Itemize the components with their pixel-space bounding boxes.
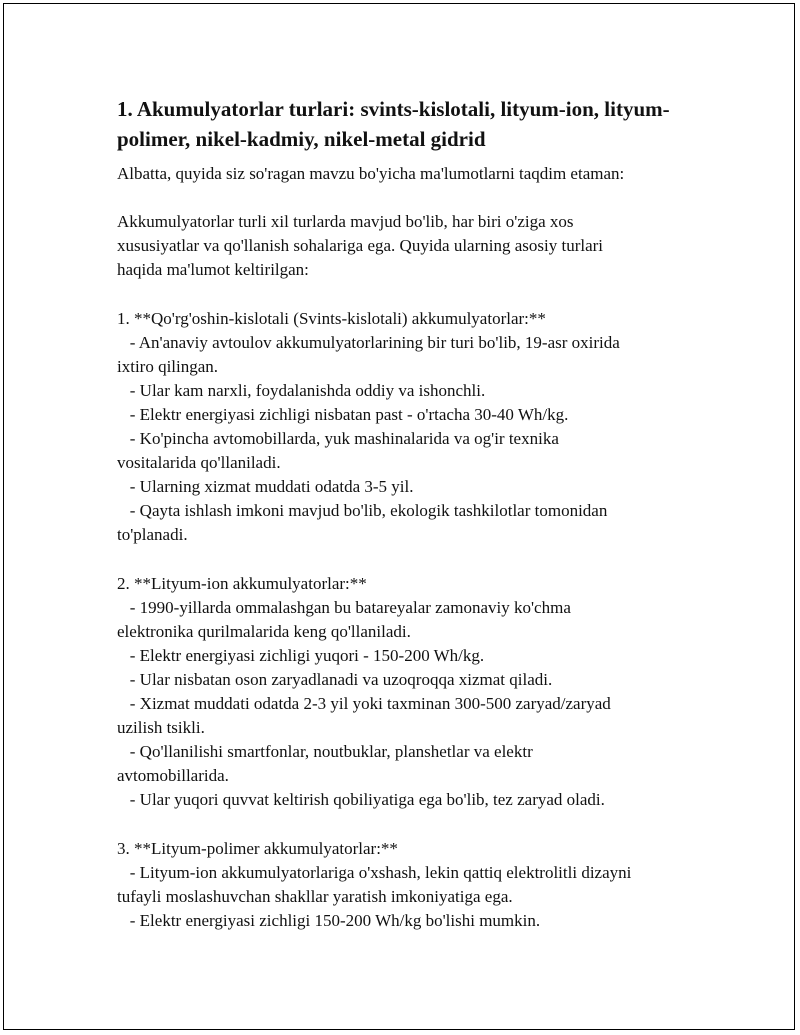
- paragraph-gap: [117, 186, 687, 210]
- section-line: vositalarida qo'llaniladi.: [117, 453, 281, 473]
- section-line: - Elektr energiyasi zichligi yuqori - 150-200 Wh/kg.: [117, 645, 485, 665]
- section-line: - 1990-yillarda ommalashgan bu batareyalar zamonaviy ko'chma: [117, 597, 571, 617]
- document-heading: 1. Akumulyatorlar turlari: svints-kislotali, lityum-ion, lityum- polimer, nikel-kadmiy, nikel-metal gidrid: [117, 97, 670, 151]
- section-line: - Lityum-ion akkumulyatorlariga o'xshash, lekin qattiq elektrolitli dizayni: [117, 862, 632, 882]
- section-line: - Xizmat muddati odatda 2-3 yil yoki taxminan 300-500 zaryad/zaryad: [117, 694, 611, 714]
- section-line: - Elektr energiyasi zichligi 150-200 Wh/kg bo'lishi mumkin.: [117, 910, 541, 930]
- section-line: - Ular yuqori quvvat keltirish qobiliyatiga ega bo'lib, tez zaryad oladi.: [117, 790, 605, 810]
- section-line: avtomobillarida.: [117, 766, 229, 786]
- section-line: uzilish tsikli.: [117, 718, 205, 738]
- paragraph-gap: [117, 282, 687, 306]
- section-line: - Ular kam narxli, foydalanishda oddiy va ishonchli.: [117, 380, 486, 400]
- paragraph-gap: [117, 813, 687, 837]
- overview-line: haqida ma'lumot keltirilgan:: [117, 260, 309, 280]
- section-line: elektronika qurilmalarida keng qo'llaniladi.: [117, 621, 411, 641]
- section-title-lithium-polymer: 3. **Lityum-polimer akkumulyatorlar:**: [117, 838, 398, 858]
- section-title-lead-acid: 1. **Qo'rg'oshin-kislotali (Svints-kislotali) akkumulyatorlar:**: [117, 308, 546, 328]
- section-line: to'planadi.: [117, 525, 188, 545]
- section-title-lithium-ion: 2. **Lityum-ion akkumulyatorlar:**: [117, 573, 367, 593]
- section-line: - An'anaviy avtoulov akkumulyatorlarining bir turi bo'lib, 19-asr oxirida: [117, 332, 620, 352]
- overview-line: xususiyatlar va qo'llanish sohalariga ega. Quyida ularning asosiy turlari: [117, 236, 604, 256]
- section-line: - Ularning xizmat muddati odatda 3-5 yil.: [117, 477, 414, 497]
- document-body: [117, 94, 687, 933]
- section-line: - Qo'llanilishi smartfonlar, noutbuklar, planshetlar va elektr: [117, 742, 533, 762]
- section-line: ixtiro qilingan.: [117, 356, 219, 376]
- section-line: - Qayta ishlash imkoni mavjud bo'lib, ekologik tashkilotlar tomonidan: [117, 501, 608, 521]
- section-line: - Ular nisbatan oson zaryadlanadi va uzoqroqqa xizmat qiladi.: [117, 669, 553, 689]
- overview-line: Akkumulyatorlar turli xil turlarda mavjud bo'lib, har biri o'ziga xos: [117, 212, 574, 232]
- section-line: - Elektr energiyasi zichligi nisbatan past - o'rtacha 30-40 Wh/kg.: [117, 404, 569, 424]
- section-line: - Ko'pincha avtomobillarda, yuk mashinalarida va og'ir texnika: [117, 429, 559, 449]
- paragraph-gap: [117, 548, 687, 572]
- section-line: tufayli moslashuvchan shakllar yaratish imkoniyatiga ega.: [117, 886, 513, 906]
- intro-text: Albatta, quyida siz so'ragan mavzu bo'yicha ma'lumotlarni taqdim etaman:: [117, 164, 625, 183]
